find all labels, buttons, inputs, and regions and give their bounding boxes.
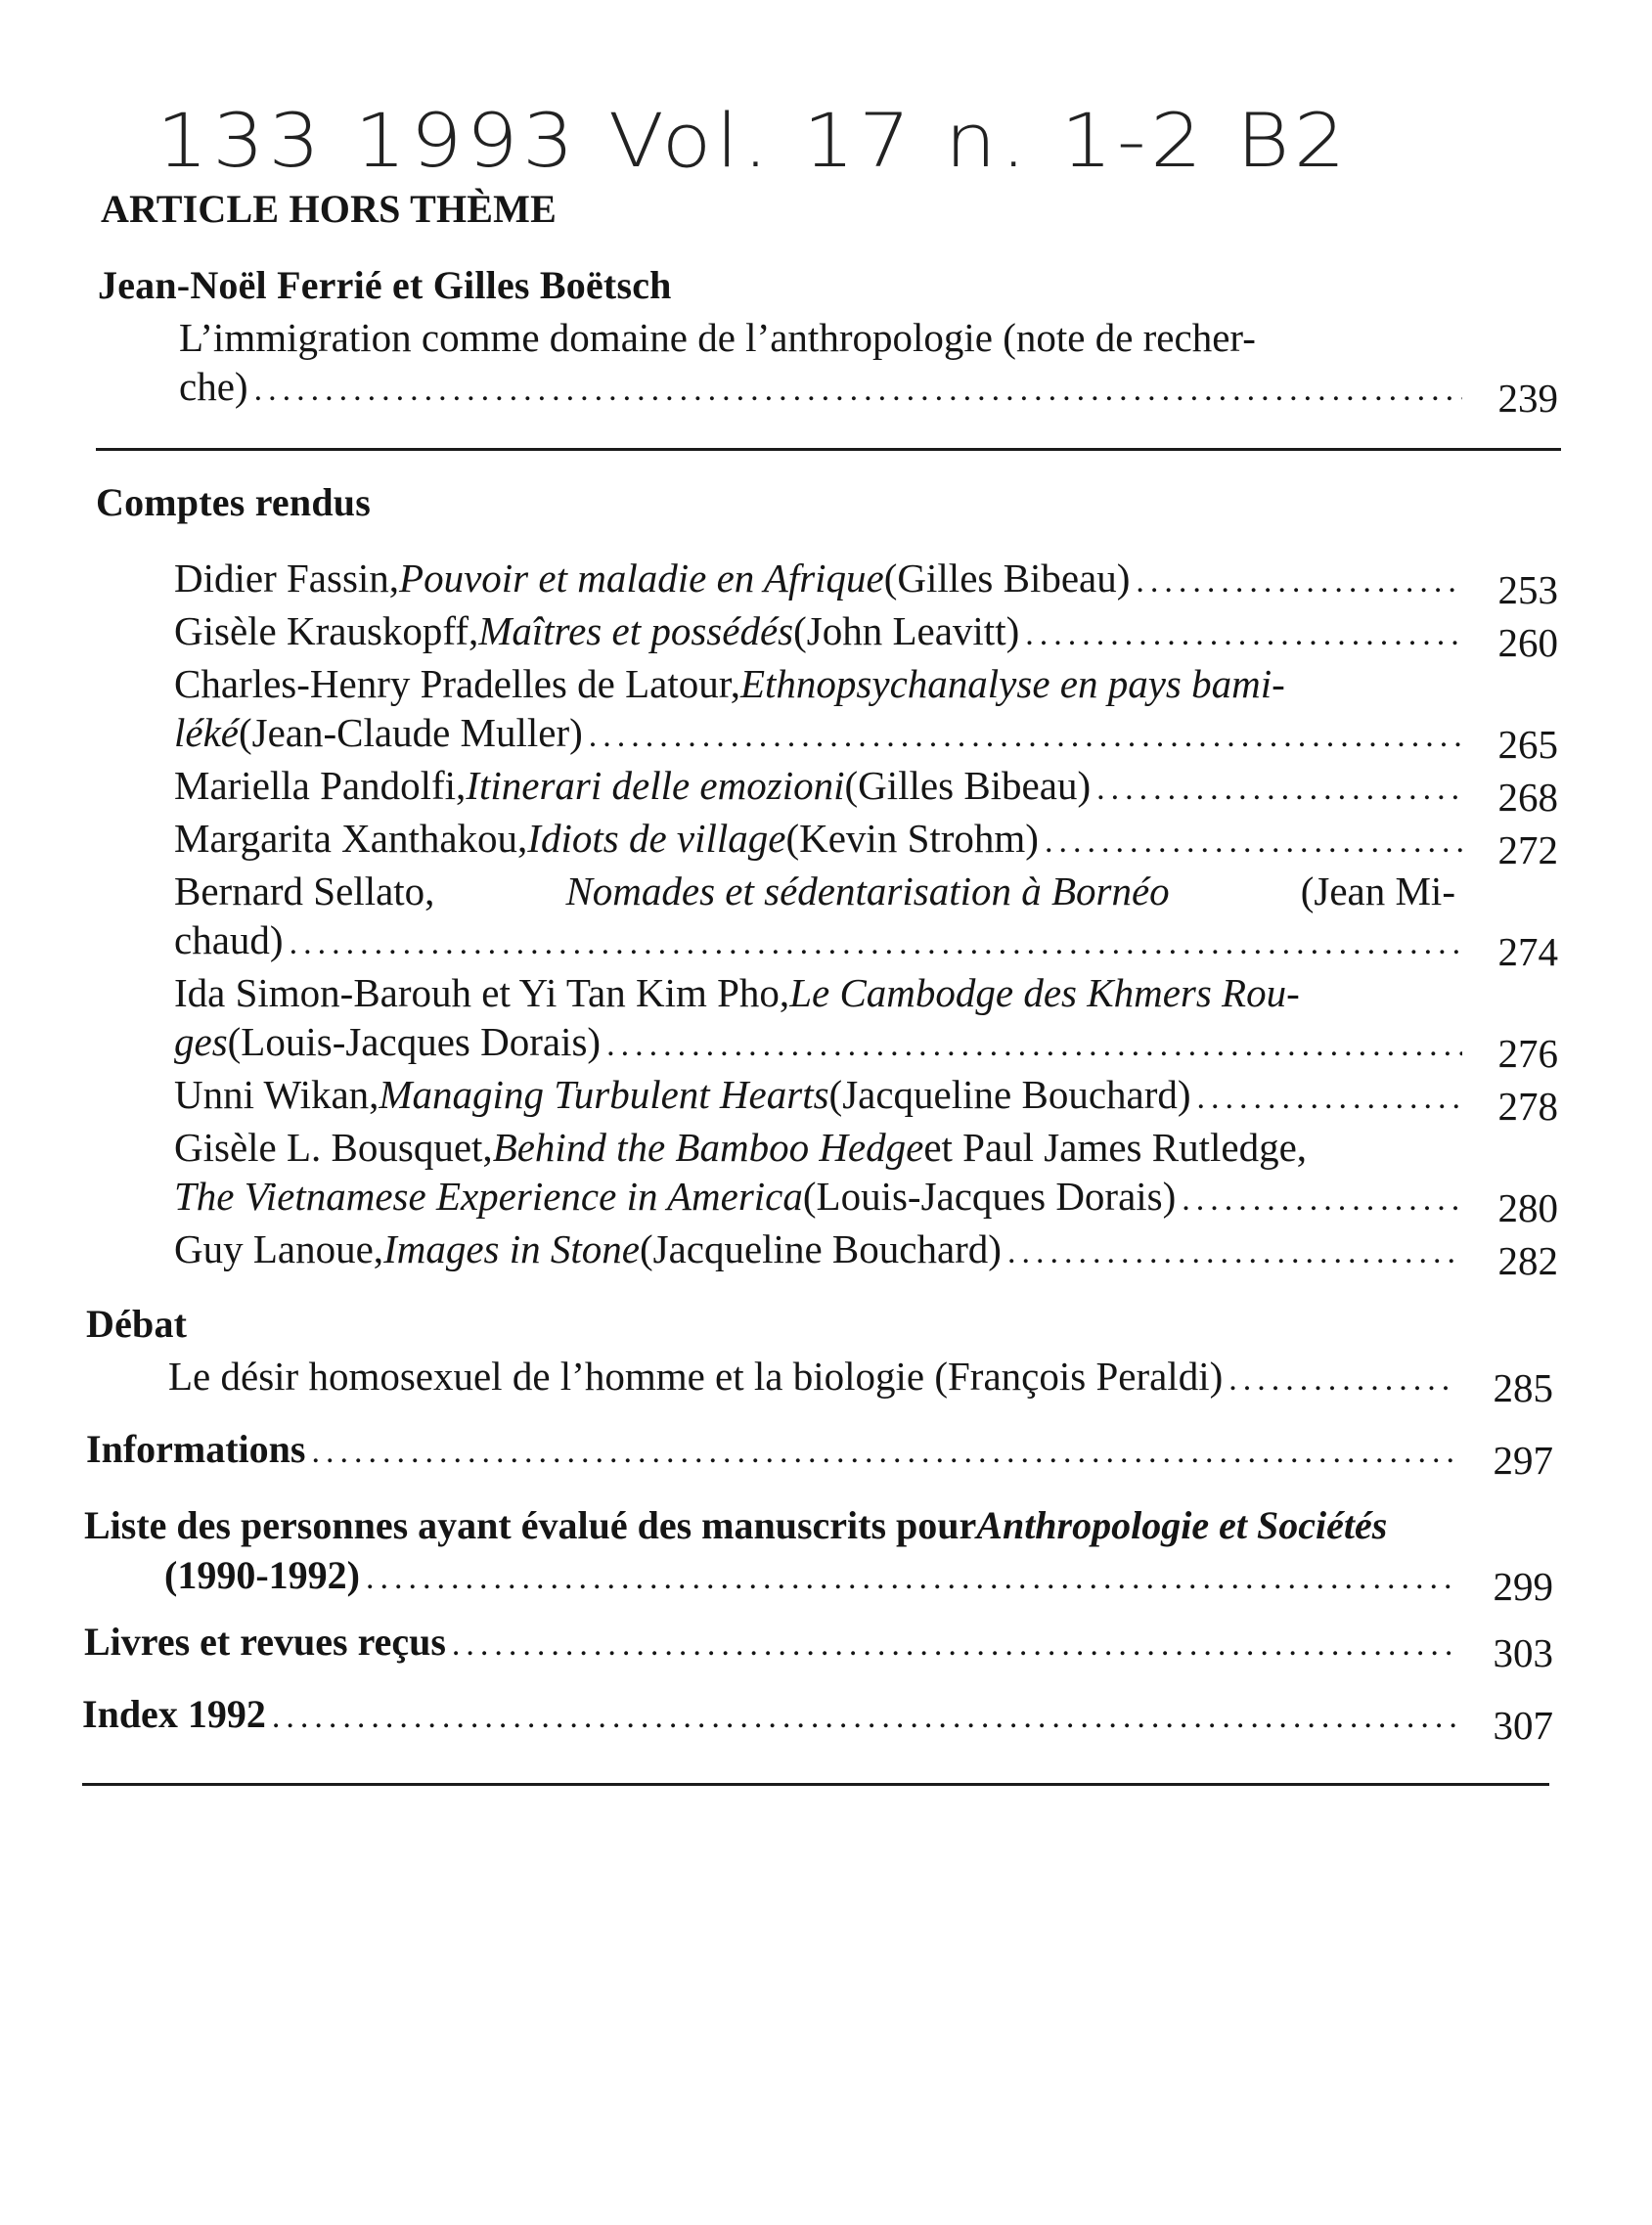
livres-entry [84, 1617, 1553, 1675]
review-author: Mariella Pandolfi, [174, 763, 467, 808]
review-author: Gisèle L. Bousquet, [174, 1125, 493, 1170]
review-entry-continued [174, 708, 1558, 767]
leader-dots [606, 1021, 1462, 1070]
liste-entry [84, 1501, 1553, 1609]
review-title: Behind the Bamboo Hedge [492, 1125, 924, 1170]
debat-line [168, 1352, 1553, 1410]
review-reviewer: (Jacqueline Bouchard) [828, 1072, 1191, 1117]
page-number: 239 [1497, 376, 1558, 421]
leader-dots [311, 1428, 1457, 1477]
review-entry [174, 606, 1558, 665]
page-number: 307 [1493, 1703, 1553, 1748]
page-number: 282 [1497, 1238, 1558, 1283]
review-title: léké [174, 710, 239, 755]
leader-dots [1182, 1176, 1462, 1224]
leader-dots [1096, 765, 1462, 814]
page-number: 299 [1493, 1564, 1553, 1609]
review-entry-continued [174, 915, 1558, 974]
leader-dots [1025, 610, 1462, 659]
page-number: 276 [1497, 1031, 1558, 1076]
review-title: Idiots de village [527, 816, 786, 861]
review-entry [174, 1123, 1558, 1172]
leader-dots [1136, 557, 1462, 606]
page-number: 278 [1497, 1084, 1558, 1129]
leader-dots [1228, 1356, 1457, 1404]
debat-entry [168, 1352, 1553, 1410]
review-reviewer: (Jean Mi- [1300, 868, 1455, 913]
review-reviewer: (Jean-Claude Muller) [238, 710, 583, 755]
review-reviewer: (Louis-Jacques Dorais) [802, 1174, 1177, 1219]
review-entry [174, 814, 1558, 872]
review-title: Maîtres et possédés [478, 608, 794, 653]
review-entry-continued [174, 1017, 1558, 1076]
review-author: Guy Lanoue, [174, 1226, 384, 1271]
review-author: Bernard Sellato, [174, 868, 435, 913]
review-entry [174, 1224, 1558, 1283]
review-entry [174, 1070, 1558, 1129]
leader-dots [589, 712, 1462, 761]
review-title: Itinerari delle emozioni [466, 763, 845, 808]
leader-dots [1045, 818, 1462, 867]
informations-line [86, 1424, 1553, 1483]
review-reviewer: (Gilles Bibeau) [883, 556, 1131, 601]
review-reviewer: (Kevin Strohm) [785, 816, 1039, 861]
page-number: 274 [1497, 929, 1558, 974]
index-line [82, 1689, 1553, 1748]
review-entry-continued [174, 1172, 1558, 1230]
livres-label: Livres et revues reçus [84, 1620, 446, 1664]
review-title: Nomades et sédentarisation à Bornéo [565, 868, 1170, 913]
leader-dots [1197, 1074, 1462, 1123]
review-author: Gisèle Krauskopff, [174, 608, 479, 653]
review-entry [174, 659, 1558, 708]
review-author: Charles-Henry Pradelles de Latour, [174, 661, 740, 706]
page-number: 268 [1497, 775, 1558, 820]
leader-dots [366, 1554, 1457, 1603]
liste-line1 [84, 1501, 1553, 1550]
liste-years: (1990-1992) [164, 1553, 360, 1597]
section-heading-article-hors-theme: ARTICLE HORS THÈME [101, 187, 558, 231]
review-reviewer: chaud) [174, 917, 284, 962]
page-number: 260 [1497, 620, 1558, 665]
review-title: Pouvoir et maladie en Afrique [399, 556, 884, 601]
page-number: 303 [1493, 1630, 1553, 1675]
article-title-line2 [179, 362, 1558, 421]
review-title: Le Cambodge des Khmers Rou- [789, 970, 1300, 1015]
informations-label: Informations [86, 1427, 306, 1471]
page-number: 297 [1493, 1438, 1553, 1483]
livres-line [84, 1617, 1553, 1675]
index-entry [82, 1689, 1553, 1748]
review-author: Margarita Xanthakou, [174, 816, 528, 861]
leader-dots [1007, 1228, 1462, 1277]
review-title: Images in Stone [383, 1226, 640, 1271]
review-author: Didier Fassin, [174, 556, 400, 601]
review-author: Ida Simon-Barouh et Yi Tan Kim Pho, [174, 970, 790, 1015]
review-entry [174, 554, 1558, 612]
page-number: 253 [1497, 567, 1558, 612]
handwritten-note [156, 88, 1369, 196]
review-entry [174, 968, 1558, 1017]
review-entry [174, 867, 1455, 915]
page-number: 265 [1497, 722, 1558, 767]
article-title-line1 [179, 313, 1460, 362]
review-title: The Vietnamese Experience in America [174, 1174, 803, 1219]
review-title: ges [174, 1019, 228, 1064]
page-number: 272 [1497, 827, 1558, 872]
review-title: Managing Turbulent Hearts [379, 1072, 829, 1117]
review-list [174, 554, 1558, 1283]
leader-dots [272, 1693, 1457, 1742]
leader-dots [452, 1621, 1457, 1669]
section-heading-comptes-rendus: Comptes rendus [96, 480, 371, 524]
page-number: 280 [1497, 1185, 1558, 1230]
informations-entry [86, 1424, 1553, 1483]
liste-label: Liste des personnes ayant évalué des manuscrits pour [84, 1503, 977, 1547]
article-title-text-2: che) [179, 364, 248, 409]
review-author: Unni Wikan, [174, 1072, 380, 1117]
bottom-divider [82, 1783, 1549, 1786]
review-mid: et Paul James Rutledge, [923, 1125, 1308, 1170]
review-reviewer: (John Leavitt) [793, 608, 1020, 653]
section-heading-debat: Débat [86, 1302, 188, 1346]
handwritten-note-text: 133 1993 Vol. 17 n. 1-2 B2 [156, 97, 1350, 184]
review-reviewer: (Louis-Jacques Dorais) [227, 1019, 602, 1064]
article-title-text: L’immigration comme domaine de l’anthropologie (note de recher- [179, 315, 1256, 360]
index-label: Index 1992 [82, 1692, 266, 1736]
leader-dots [254, 366, 1462, 415]
review-title: Ethnopsychanalyse en pays bami- [740, 661, 1285, 706]
leader-dots [290, 919, 1462, 968]
journal-title: Anthropologie et Sociétés [976, 1503, 1388, 1547]
article-entry [179, 313, 1558, 421]
debat-title: Le désir homosexuel de l’homme et la biologie (François Peraldi) [168, 1354, 1224, 1399]
section-divider [96, 448, 1561, 451]
review-reviewer: (Jacqueline Bouchard) [639, 1226, 1002, 1271]
article-author: Jean-Noël Ferrié et Gilles Boëtsch [98, 263, 672, 307]
page-number: 285 [1493, 1365, 1553, 1410]
review-entry [174, 761, 1558, 820]
liste-line2 [84, 1550, 1553, 1609]
review-reviewer: (Gilles Bibeau) [844, 763, 1092, 808]
